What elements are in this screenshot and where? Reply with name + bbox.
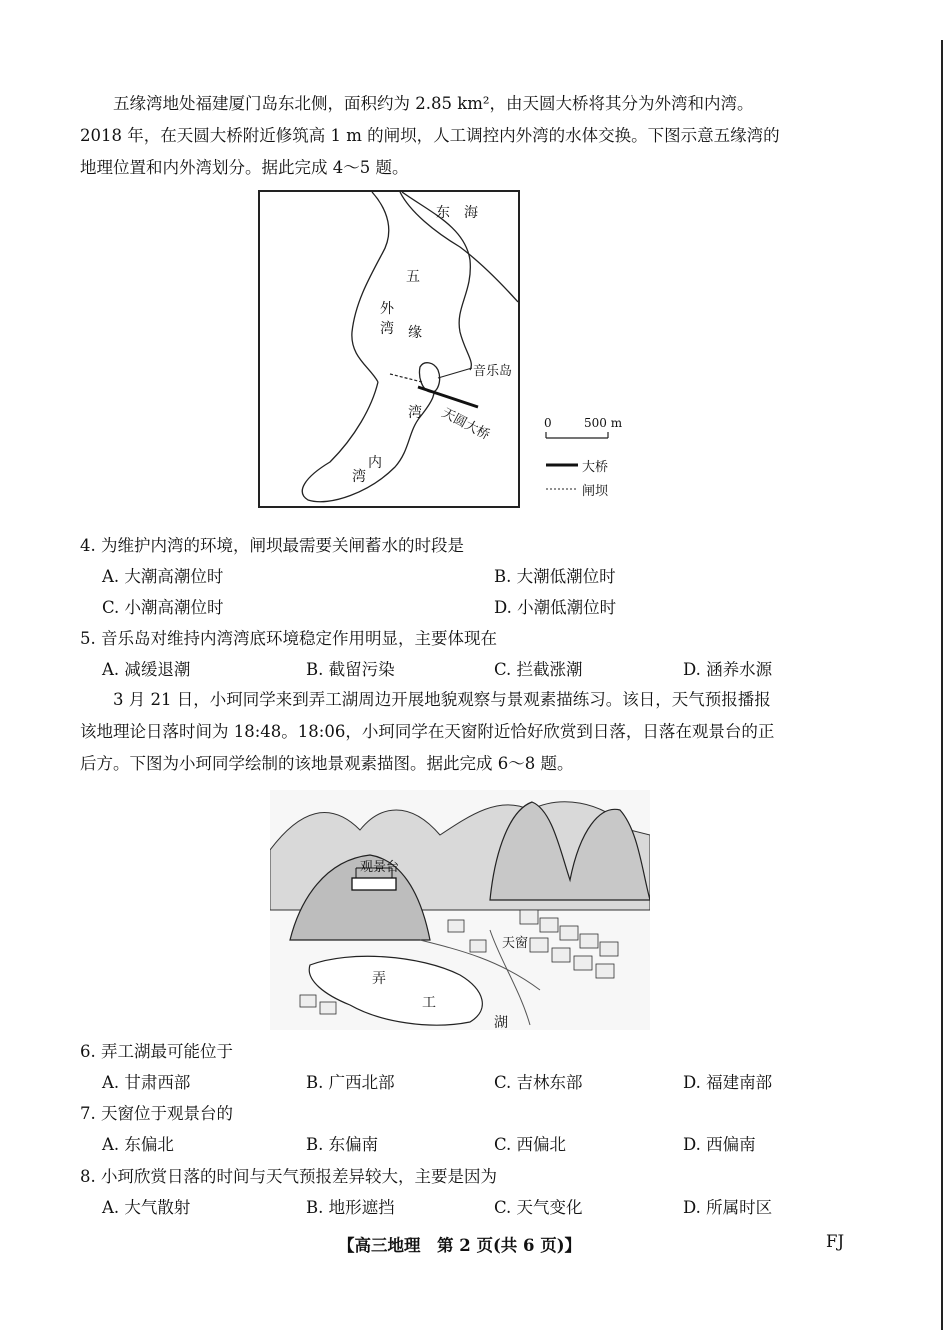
question-8-stem: 8. 小珂欣赏日落的时间与天气预报差异较大，主要是因为 xyxy=(80,1167,497,1186)
q8-option-d: D. 所属时区 xyxy=(683,1198,773,1217)
question-7 xyxy=(80,1098,850,1160)
passage-2-line-2: 该地理论日落时间为 18:48。18:06，小珂同学在天窗附近恰好欣赏到日落，日落在观景台的正 xyxy=(80,722,775,741)
question-7-stem: 7. 天窗位于观景台的 xyxy=(80,1104,233,1123)
label-hu: 湖 xyxy=(494,1015,508,1031)
footer-page-info: 【高三地理 第 2 页(共 6 页)】 xyxy=(338,1236,582,1255)
q4-option-b: B. 大潮低潮位时 xyxy=(494,567,616,586)
q5-option-b: B. 截留污染 xyxy=(306,660,395,679)
label-wan-mid: 湾 xyxy=(408,405,422,421)
q4-option-a: A. 大潮高潮位时 xyxy=(102,567,224,586)
scale-zero: 0 xyxy=(544,416,552,430)
label-nei: 内 xyxy=(368,455,382,471)
q7-option-a: A. 东偏北 xyxy=(102,1135,174,1154)
label-east-sea: 东 海 xyxy=(436,205,478,221)
question-4-options-row-2 xyxy=(80,592,850,623)
q4-option-d: D. 小潮低潮位时 xyxy=(494,598,617,617)
scale-distance: 500 m xyxy=(584,416,623,430)
q6-option-a: A. 甘肃西部 xyxy=(102,1073,191,1092)
map-legend xyxy=(540,412,660,512)
bay-outline xyxy=(260,192,518,506)
passage-2 xyxy=(80,684,850,780)
label-music-island: 音乐岛 xyxy=(473,364,513,379)
label-skylight: 天窗 xyxy=(502,936,529,951)
footer-region-code: FJ xyxy=(826,1232,845,1251)
label-wai: 外 xyxy=(380,301,394,317)
label-nong: 弄 xyxy=(372,971,386,987)
q7-option-d: D. 西偏南 xyxy=(683,1135,756,1154)
legend-dam-label: 闸坝 xyxy=(582,484,609,499)
question-5 xyxy=(80,623,850,685)
question-5-stem: 5. 音乐岛对维持内湾湾底环境稳定作用明显，主要体现在 xyxy=(80,629,497,648)
question-7-options xyxy=(80,1129,850,1160)
q6-option-c: C. 吉林东部 xyxy=(494,1073,583,1092)
question-4-stem: 4. 为维护内湾的环境，闸坝最需要关闸蓄水的时段是 xyxy=(80,536,464,555)
wuyuan-bay-map xyxy=(258,190,520,508)
question-4 xyxy=(80,530,850,623)
sketch-drawing xyxy=(270,790,650,1030)
question-4-options-row-1 xyxy=(80,561,850,592)
passage-1-line-1: 五缘湾地处福建厦门岛东北侧，面积约为 2.85 km²，由天圆大桥将其分为外湾和内湾。 xyxy=(113,94,754,113)
question-6-options xyxy=(80,1067,850,1098)
question-8-options xyxy=(80,1192,850,1223)
q5-option-d: D. 涵养水源 xyxy=(683,660,773,679)
label-wu: 五 xyxy=(406,269,420,285)
q6-option-b: B. 广西北部 xyxy=(306,1073,395,1092)
question-6-stem: 6. 弄工湖最可能位于 xyxy=(80,1042,233,1061)
q8-option-b: B. 地形遮挡 xyxy=(306,1198,395,1217)
label-wan-inner: 湾 xyxy=(352,469,366,485)
q7-option-c: C. 西偏北 xyxy=(494,1135,567,1154)
passage-1-line-3: 地理位置和内外湾划分。据此完成 4～5 题。 xyxy=(80,158,409,177)
q4-option-c: C. 小潮高潮位时 xyxy=(102,598,224,617)
q5-option-a: A. 减缓退潮 xyxy=(102,660,191,679)
page-edge-rule xyxy=(941,40,943,1330)
label-tianyuan-bridge: 天圆大桥 xyxy=(439,405,493,444)
q8-option-c: C. 天气变化 xyxy=(494,1198,583,1217)
label-yuan: 缘 xyxy=(408,325,422,341)
label-viewing-platform: 观景台 xyxy=(360,860,400,875)
q7-option-b: B. 东偏南 xyxy=(306,1135,379,1154)
page-footer xyxy=(0,1232,950,1262)
q6-option-d: D. 福建南部 xyxy=(683,1073,773,1092)
passage-2-line-1: 3 月 21 日，小珂同学来到弄工湖周边开展地貌观察与景观素描练习。该日，天气预报播报 xyxy=(113,690,771,709)
passage-1-line-2: 2018 年，在天圆大桥附近修筑高 1 m 的闸坝，人工调控内外湾的水体交换。下图示意五缘湾的 xyxy=(80,126,780,145)
question-6 xyxy=(80,1036,850,1098)
question-5-options xyxy=(80,654,850,685)
q8-option-a: A. 大气散射 xyxy=(102,1198,191,1217)
landscape-sketch xyxy=(270,790,650,1030)
label-gong: 工 xyxy=(422,995,436,1011)
passage-1 xyxy=(80,88,850,184)
label-wan-outer: 湾 xyxy=(380,321,394,337)
question-8 xyxy=(80,1161,850,1223)
q5-option-c: C. 拦截涨潮 xyxy=(494,660,583,679)
legend-bridge-label: 大桥 xyxy=(582,460,609,475)
passage-2-line-3: 后方。下图为小珂同学绘制的该地景观素描图。据此完成 6～8 题。 xyxy=(80,754,574,773)
